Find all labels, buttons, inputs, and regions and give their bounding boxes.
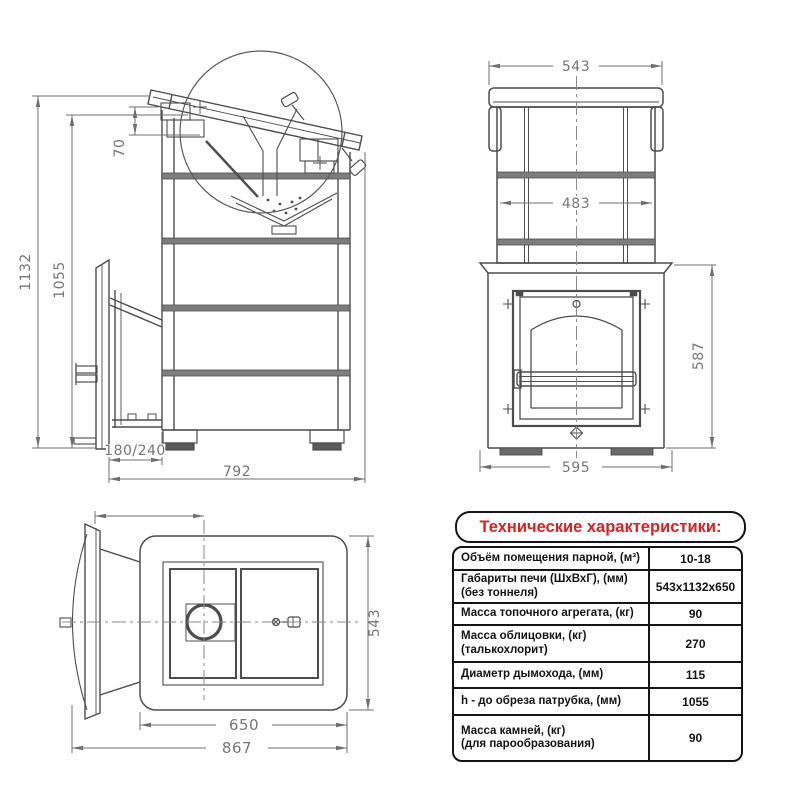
spec-value: 90 bbox=[648, 604, 741, 624]
spec-table bbox=[452, 546, 743, 762]
front-view-dimensions bbox=[480, 59, 716, 474]
spec-value: 90 bbox=[648, 716, 741, 760]
door-handle-side bbox=[76, 363, 97, 385]
dim-top-body-width: 543 bbox=[367, 608, 383, 638]
table-row bbox=[454, 604, 741, 626]
dim-side-overall-depth: 792 bbox=[222, 464, 252, 480]
dim-side-tunnel-depth: 180/240 bbox=[104, 443, 166, 459]
spec-label: h - до обреза патрубка, (мм) bbox=[461, 694, 622, 707]
dim-front-top-width: 543 bbox=[561, 59, 591, 75]
side-feet bbox=[163, 430, 344, 450]
spec-label: Объём помещения парной, (м³) bbox=[461, 551, 640, 564]
top-left-panel bbox=[170, 569, 236, 678]
table-row bbox=[454, 626, 741, 663]
side-body bbox=[162, 110, 350, 430]
dim-front-base-height: 587 bbox=[691, 341, 707, 371]
side-view-dimensions bbox=[32, 96, 365, 483]
spec-value: 270 bbox=[648, 626, 741, 661]
dim-side-lid-rise: 70 bbox=[112, 138, 128, 158]
table-row bbox=[454, 548, 741, 571]
spec-value: 10-18 bbox=[648, 548, 741, 569]
top-view-dimensions bbox=[72, 511, 374, 755]
spec-value: 543х1132х650 bbox=[648, 571, 741, 602]
dim-side-total-height: 1132 bbox=[18, 253, 34, 291]
top-view-drawing bbox=[60, 520, 358, 719]
table-row bbox=[454, 571, 741, 604]
spec-label: Габариты печи (ШхВхГ), (мм) bbox=[461, 573, 628, 586]
dim-front-base-width: 595 bbox=[561, 460, 591, 476]
spec-sublabel: (талькохлорит) bbox=[461, 643, 548, 656]
spec-label: Масса топочного агрегата, (кг) bbox=[461, 607, 634, 620]
spec-sublabel: (для парообразования) bbox=[461, 738, 595, 750]
spec-label: Диаметр дымохода, (мм) bbox=[461, 668, 604, 681]
damper-flag-top bbox=[281, 92, 304, 120]
side-view-drawing bbox=[74, 51, 367, 450]
table-row bbox=[454, 663, 741, 689]
spec-table-title: Технические характеристики: bbox=[455, 511, 746, 543]
door-handle-front bbox=[514, 370, 636, 388]
spec-value: 1055 bbox=[648, 689, 741, 714]
front-view-drawing bbox=[480, 76, 672, 458]
dim-top-overall-depth: 867 bbox=[221, 739, 253, 757]
dim-side-pipe-height: 1055 bbox=[52, 261, 68, 299]
dim-top-body-depth: 650 bbox=[228, 716, 260, 734]
table-row bbox=[454, 716, 741, 760]
side-door-flange bbox=[74, 260, 162, 449]
spec-label: Масса облицовки, (кг) bbox=[461, 630, 587, 643]
spec-sublabel: (без тоннеля) bbox=[461, 586, 538, 599]
damper-flag-right bbox=[342, 148, 367, 176]
table-row bbox=[454, 689, 741, 716]
dim-front-inner-width: 483 bbox=[561, 196, 591, 212]
spec-label: Масса камней, (кг) bbox=[461, 724, 566, 737]
spec-value: 115 bbox=[648, 663, 741, 687]
